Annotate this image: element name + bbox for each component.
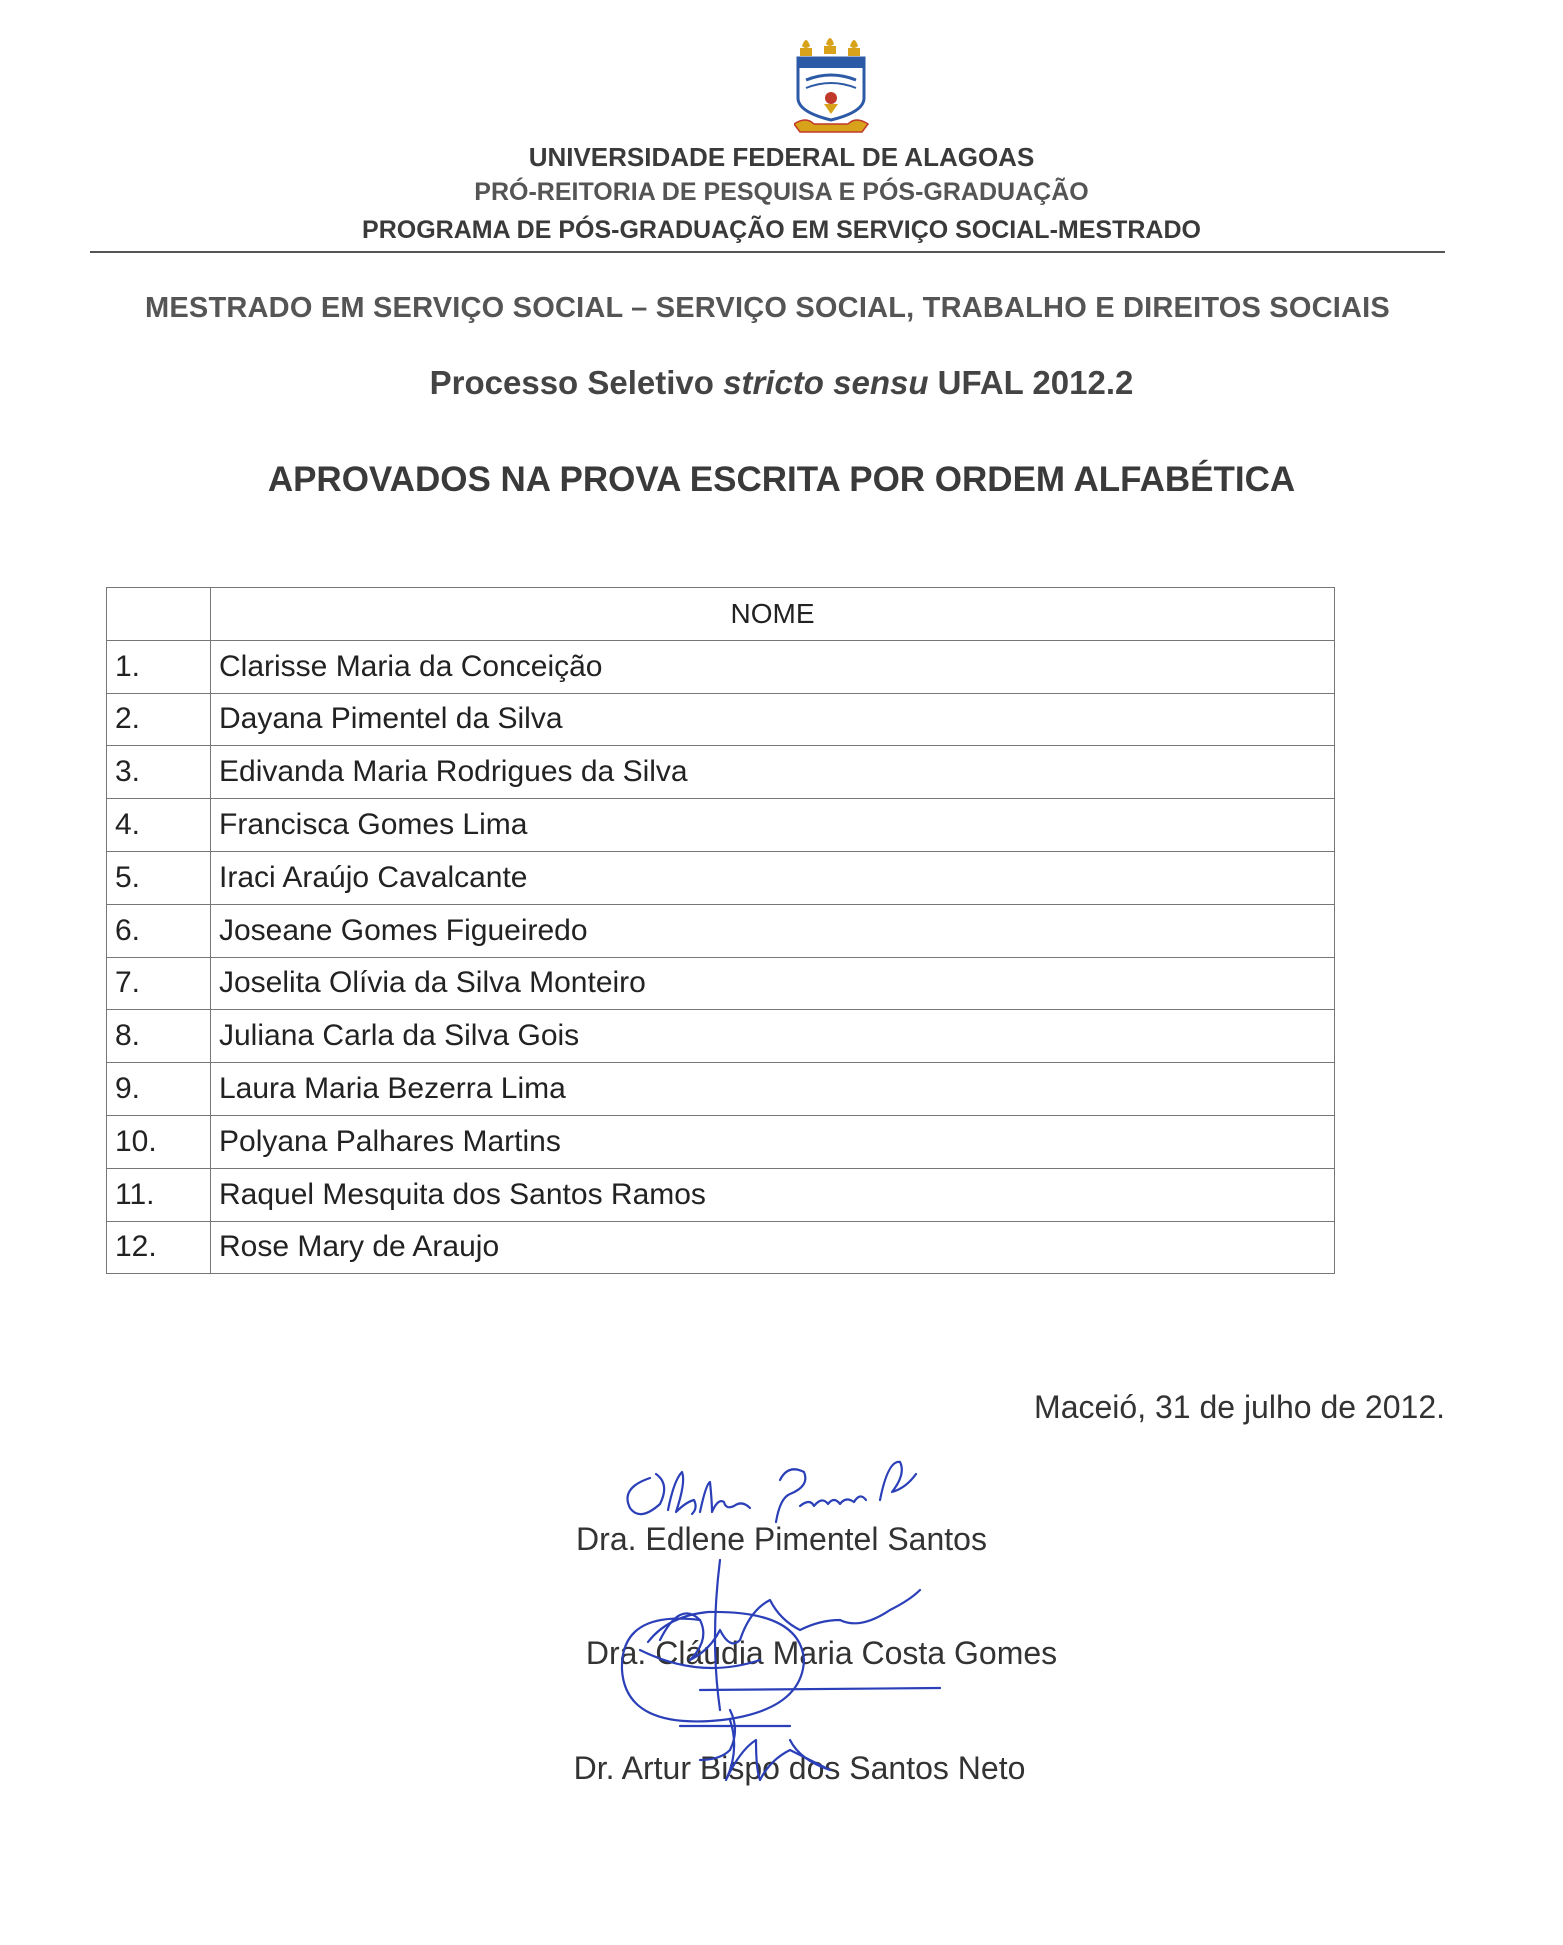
- row-name: Dayana Pimentel da Silva: [211, 693, 1335, 746]
- row-number: 9.: [107, 1063, 211, 1116]
- row-name: Rose Mary de Araujo: [211, 1221, 1335, 1274]
- signatory-2: Dra. Cláudia Maria Costa Gomes: [585, 1635, 1058, 1671]
- row-number: 4.: [107, 799, 211, 852]
- signatory-1: Dra. Edlene Pimentel Santos: [576, 1521, 987, 1557]
- row-number: 7.: [107, 957, 211, 1010]
- row-name: Juliana Carla da Silva Gois: [211, 1010, 1335, 1063]
- course-title: MESTRADO EM SERVIÇO SOCIAL – SERVIÇO SOCIAL, TRABALHO E DIREITOS SOCIAIS: [145, 292, 1390, 324]
- row-name: Joselita Olívia da Silva Monteiro: [211, 957, 1335, 1010]
- row-number: 2.: [107, 693, 211, 746]
- university-name: UNIVERSIDADE FEDERAL DE ALAGOAS: [528, 142, 1035, 172]
- selection-prefix: Processo Seletivo: [429, 364, 724, 401]
- row-number: 6.: [107, 904, 211, 957]
- row-name: Francisca Gomes Lima: [211, 799, 1335, 852]
- row-number: 8.: [107, 1010, 211, 1063]
- row-number: 1.: [107, 640, 211, 693]
- approved-list-title: APROVADOS NA PROVA ESCRITA POR ORDEM ALFABÉTICA: [267, 460, 1296, 499]
- row-name: Laura Maria Bezerra Lima: [211, 1063, 1335, 1116]
- date-line: Maceió, 31 de julho de 2012.: [1034, 1389, 1445, 1425]
- row-name: Iraci Araújo Cavalcante: [211, 851, 1335, 904]
- row-name: Clarisse Maria da Conceição: [211, 640, 1335, 693]
- program-name: PROGRAMA DE PÓS-GRADUAÇÃO EM SERVIÇO SOCIAL-MESTRADO: [362, 216, 1201, 244]
- selection-suffix: UFAL 2012.2: [928, 364, 1134, 401]
- row-number: 5.: [107, 851, 211, 904]
- row-number: 10.: [107, 1115, 211, 1168]
- prorectory-name: PRÓ-REITORIA DE PESQUISA E PÓS-GRADUAÇÃO: [474, 178, 1089, 206]
- header-name-cell: NOME: [211, 588, 1335, 641]
- selection-italic: stricto sensu: [723, 364, 929, 401]
- row-name: Edivanda Maria Rodrigues da Silva: [211, 746, 1335, 799]
- signatory-3: Dr. Artur Bispo dos Santos Neto: [573, 1750, 1026, 1786]
- row-number: 11.: [107, 1168, 211, 1221]
- row-name: Joseane Gomes Figueiredo: [211, 904, 1335, 957]
- row-name: Raquel Mesquita dos Santos Ramos: [211, 1168, 1335, 1221]
- row-number: 3.: [107, 746, 211, 799]
- row-name: Polyana Palhares Martins: [211, 1115, 1335, 1168]
- row-number: 12.: [107, 1221, 211, 1274]
